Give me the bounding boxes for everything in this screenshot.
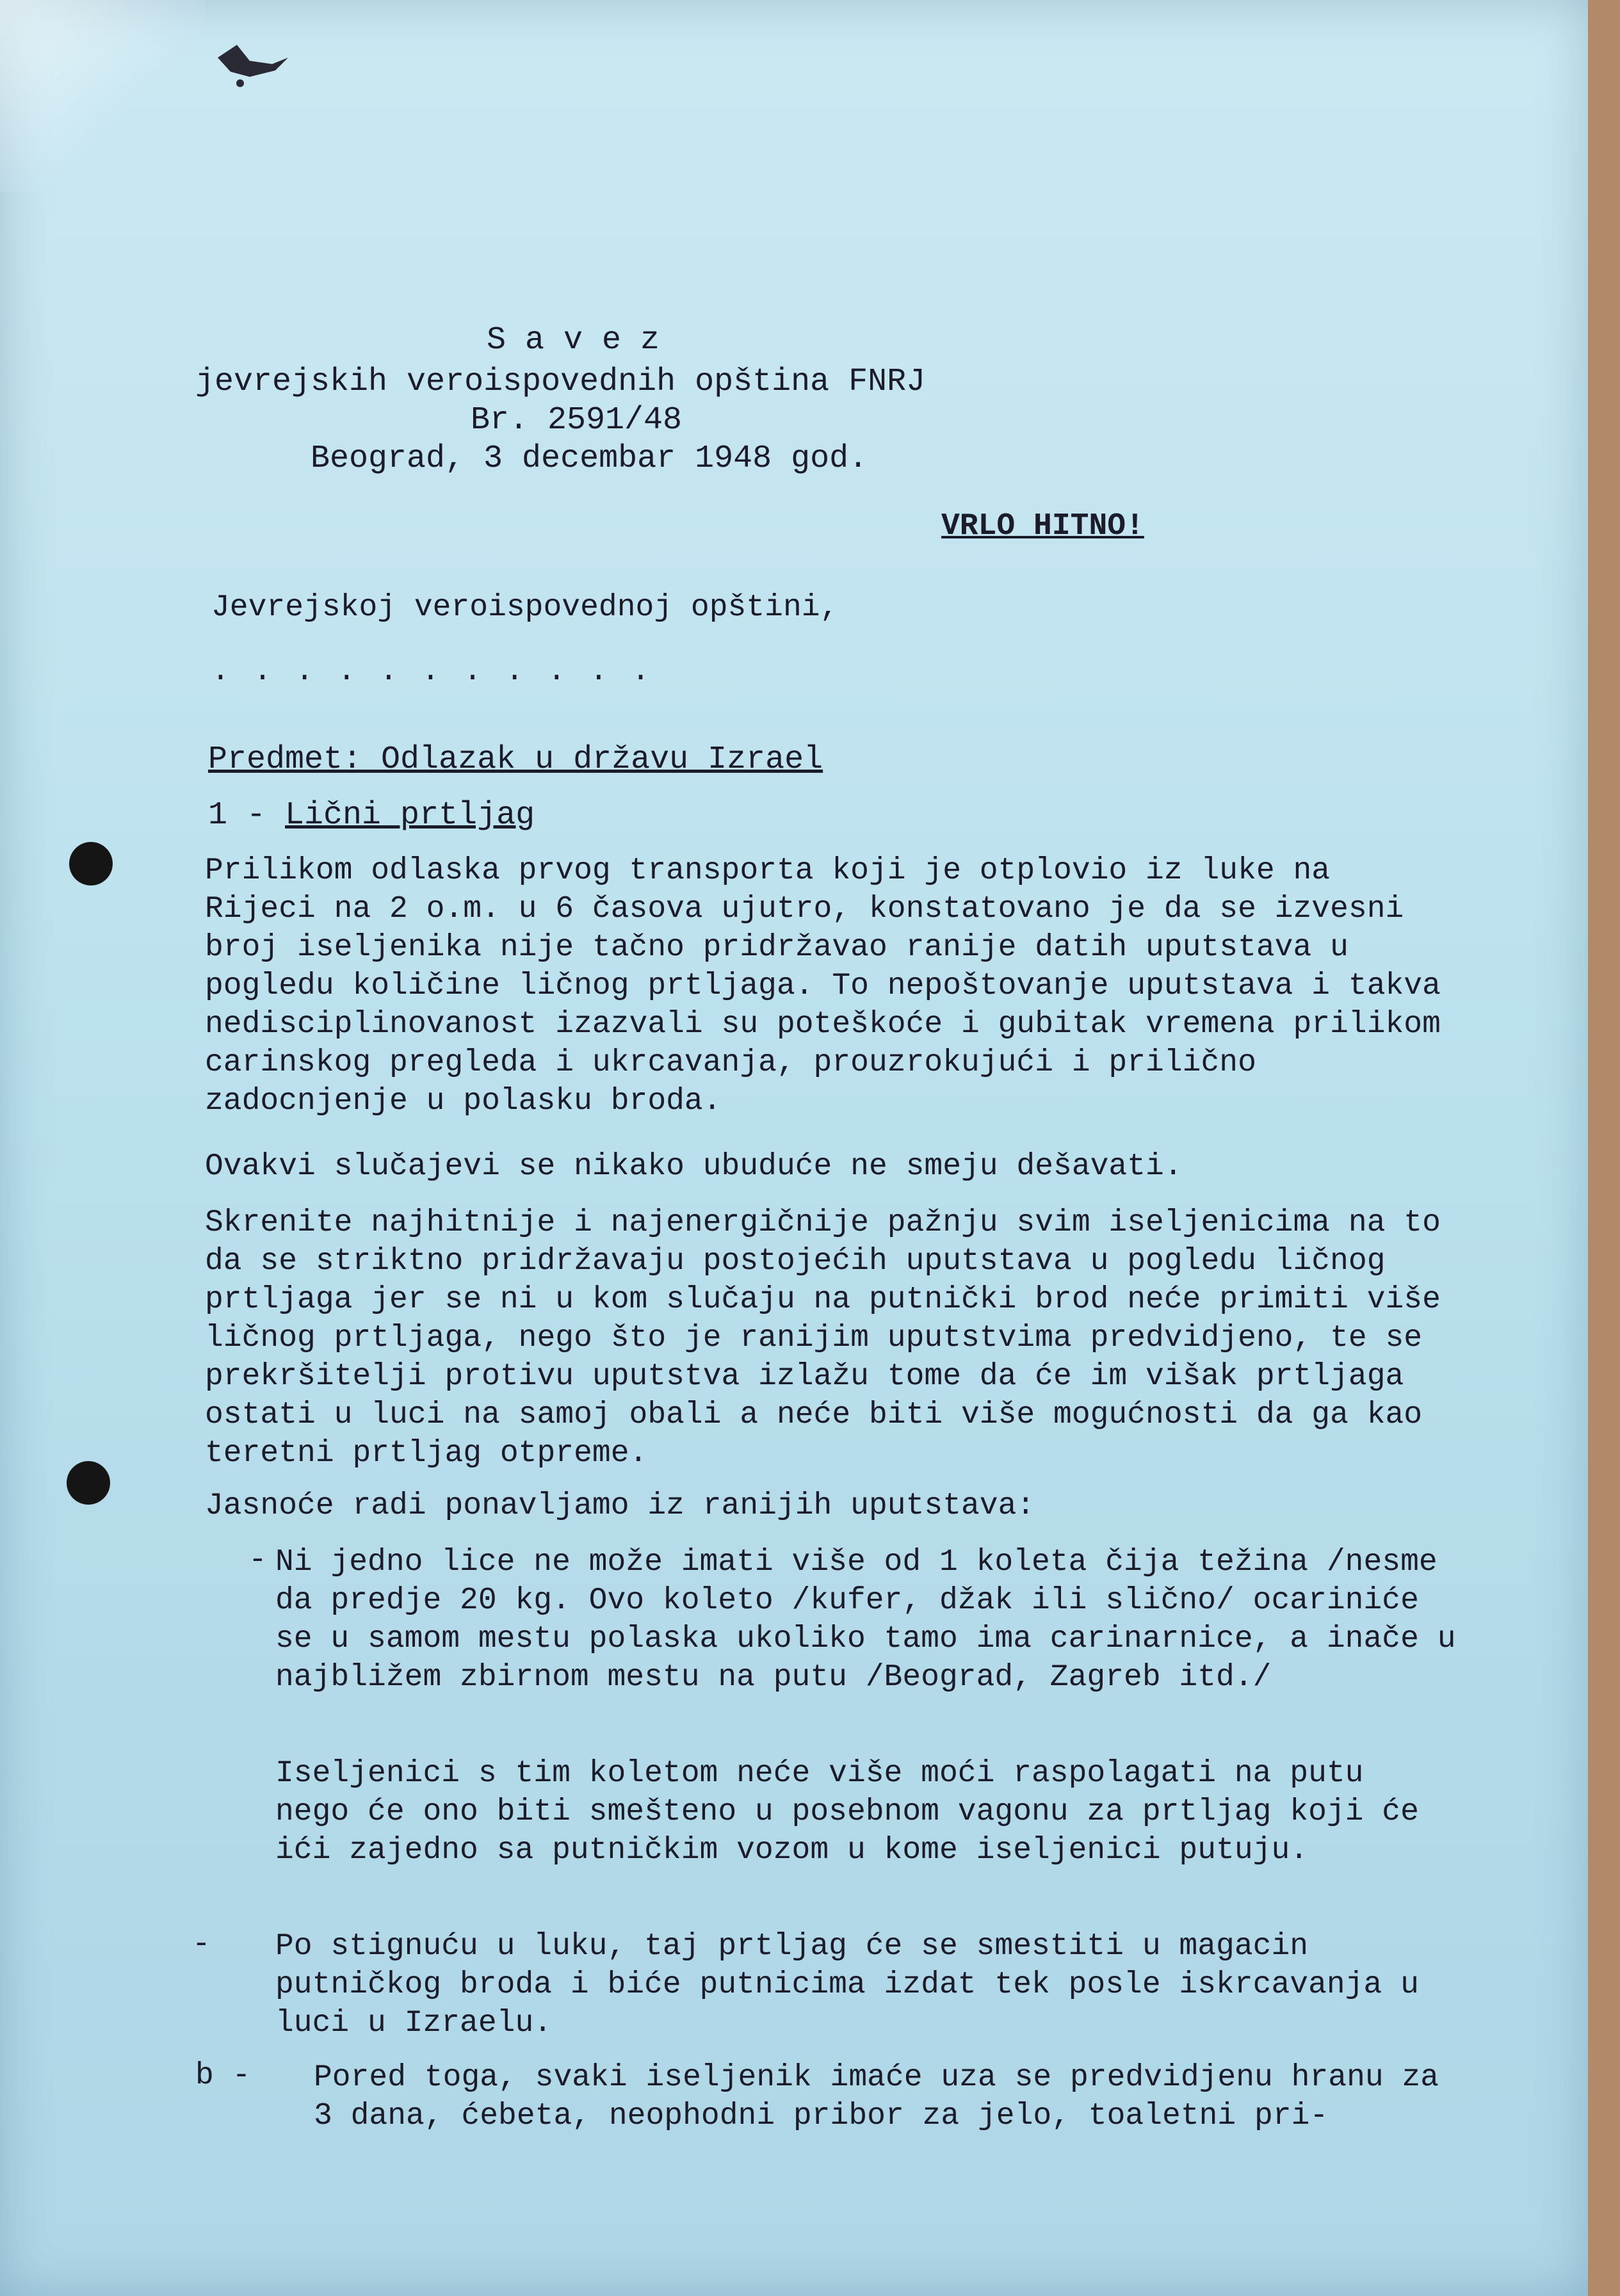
list-item-4: Pored toga, svaki iseljenik imaće uza se predvidjenu hranu za 3 dana, ćebeta, neophodni pribor za jelo, toaletni pri- bbox=[314, 2060, 1439, 2133]
paragraph-4: Jasnoće radi ponavljamo iz ranijih uputstava: bbox=[205, 1489, 1035, 1523]
paper-edge bbox=[1588, 0, 1620, 2296]
section-number: 1 - bbox=[208, 797, 286, 834]
folded-corner bbox=[0, 0, 205, 192]
address-dots: . . . . . . . . . . . bbox=[211, 654, 652, 689]
paragraph-2: Ovakvi slučajevi se nikako ubuduće ne smeju dešavati. bbox=[205, 1149, 1183, 1184]
list-marker: b - bbox=[195, 2058, 251, 2093]
urgent-label: VRLO HITNO! bbox=[941, 509, 1144, 544]
list-marker: - bbox=[248, 1543, 267, 1578]
subject-line: Predmet: Odlazak u državu Izrael bbox=[208, 741, 823, 778]
ink-mark bbox=[211, 32, 301, 90]
header-org-line1: S a v e z bbox=[487, 322, 660, 359]
punch-hole-top bbox=[69, 842, 113, 885]
header-ref-number: Br. 2591/48 bbox=[471, 402, 683, 439]
header-org-line2: jevrejskih veroispovednih opština FNRJ bbox=[195, 364, 926, 400]
punch-hole-bottom bbox=[67, 1461, 110, 1505]
paragraph-1: Prilikom odlaska prvog transporta koji je otplovio iz luke na Rijeci na 2 o.m. u 6 časova ujutro, konstatovano je da se izvesni broj iseljenika nije tačno pridržavao ranije datih uputstava u pogledu količine ličnog prtljaga. To nepoštovanje uputstava i takva nedisciplinovanost izazvali su poteškoće i gubitak vremena prilikom carinskog pregleda i ukrcavanja, prouzrokujući i prilično zadocnjenje u polasku broda. bbox=[205, 853, 1441, 1119]
list-item-1: Ni jedno lice ne može imati više od 1 koleta čija težina /nesme da predje 20 kg. Ovo koleto /kufer, džak ili slično/ ocariniće se u samom mestu polaska ukoliko tamo ima carinarnice, a inače u najbližem zbirnom mestu na putu /Beograd, Zagreb itd./ bbox=[275, 1545, 1456, 1695]
list-item-2: Iseljenici s tim koletom neće više moći raspolagati na putu nego će ono biti smešteno u posebnom vagonu za prtljag koji će ići zajedno sa putničkim vozom u kome iseljenici putuju. bbox=[275, 1756, 1419, 1868]
paragraph-3: Skrenite najhitnije i najenergičnije pažnju svim iseljenicima na to da se striktno pridržavaju postojećih uputstava u pogledu ličnog prtljaga jer se ni u kom slučaju na putnički brod neće primiti više ličnog prtljaga, nego što je ranijim uputstvima predvidjeno, te se prekršitelji protivu uputstva izlažu tome da će im višak prtljaga ostati u luci na samoj obali a neće biti više mogućnosti da ga kao teretni prtljag otpreme. bbox=[205, 1206, 1441, 1471]
list-item-3: Po stignuću u luku, taj prtljag će se smestiti u magacin putničkog broda i biće putnicima izdat tek posle iskrcavanja u luci u Izraelu. bbox=[275, 1929, 1419, 2041]
section-heading bbox=[208, 797, 535, 834]
list-marker: - bbox=[192, 1927, 211, 1962]
header-date: Beograd, 3 decembar 1948 god. bbox=[311, 441, 868, 477]
addressee: Jevrejskoj veroispovednoj opštini, bbox=[211, 590, 839, 625]
section-title: Lični prtljag bbox=[285, 797, 535, 834]
